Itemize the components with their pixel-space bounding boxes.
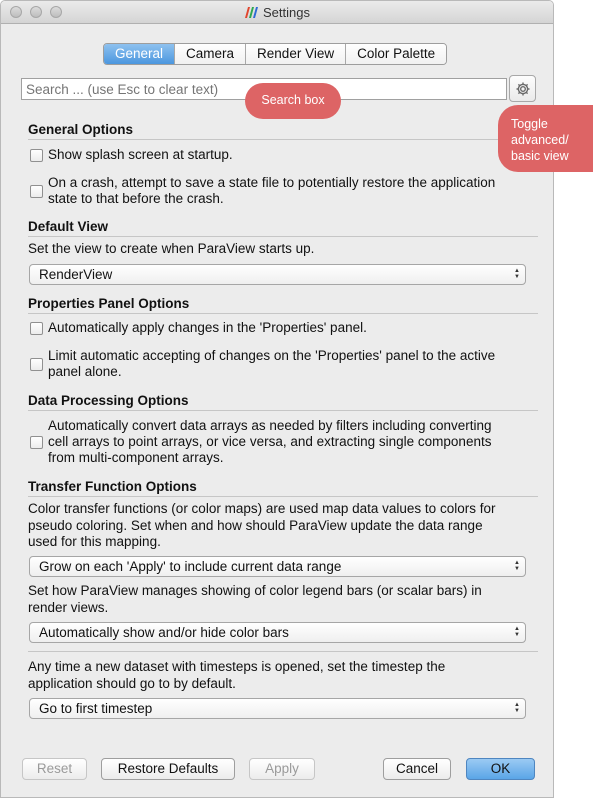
settings-tab-bar xyxy=(103,43,447,65)
tab-camera[interactable]: Camera xyxy=(175,44,246,64)
section-title-transfer-function: Transfer Function Options xyxy=(28,479,197,494)
search-box-annotation: Search box xyxy=(245,83,341,119)
restore-defaults-button[interactable]: Restore Defaults xyxy=(101,758,235,780)
tab-color-palette[interactable]: Color Palette xyxy=(346,44,446,64)
paraview-logo-icon xyxy=(244,7,259,18)
toggle-view-annotation: Toggle advanced/ basic view xyxy=(498,105,593,172)
tab-general[interactable]: General xyxy=(104,44,175,64)
auto-apply-checkbox[interactable] xyxy=(30,322,43,335)
section-divider xyxy=(28,496,538,497)
section-title-default-view: Default View xyxy=(28,219,109,234)
auto-apply-option[interactable] xyxy=(30,320,530,336)
section-divider xyxy=(28,651,538,652)
section-title-data-processing: Data Processing Options xyxy=(28,393,189,408)
section-divider xyxy=(28,139,538,140)
default-view-description: Set the view to create when ParaView starts up. xyxy=(28,241,315,256)
cancel-button[interactable]: Cancel xyxy=(383,758,451,780)
section-title-general: General Options xyxy=(28,122,134,137)
convert-arrays-checkbox[interactable] xyxy=(30,436,43,449)
select-arrows-icon: ▲ ▼ xyxy=(514,702,520,714)
crash-save-label: On a crash, attempt to save a state file to potentially restore the application state to that before the crash. xyxy=(48,175,496,206)
transfer-function-description: Color transfer functions (or color maps) are used map data values to colors for pseudo coloring. Set when and how should ParaView update the data range used for this mapping. xyxy=(28,501,496,549)
data-range-select[interactable]: Grow on each 'Apply' to include current data range ▲ ▼ xyxy=(29,556,526,577)
apply-button[interactable]: Apply xyxy=(249,758,315,780)
crash-save-option[interactable] xyxy=(30,175,535,207)
reset-button[interactable]: Reset xyxy=(22,758,87,780)
ok-button[interactable]: OK xyxy=(466,758,535,780)
splash-screen-checkbox[interactable] xyxy=(30,149,43,162)
default-timestep-select[interactable]: Go to first timestep ▲ ▼ xyxy=(29,698,526,719)
default-view-select[interactable]: RenderView ▲ ▼ xyxy=(29,264,526,285)
select-arrows-icon: ▲ ▼ xyxy=(514,268,520,280)
splash-screen-label: Show splash screen at startup. xyxy=(48,147,233,162)
select-arrows-icon: ▲ ▼ xyxy=(514,560,520,572)
color-legend-description: Set how ParaView manages showing of color legend bars (or scalar bars) in render views. xyxy=(28,583,482,615)
timestep-description: Any time a new dataset with timesteps is opened, set the timestep the application should go to by default. xyxy=(28,659,446,691)
title-bar xyxy=(1,1,553,24)
limit-accept-option[interactable] xyxy=(30,348,535,380)
limit-accept-label: Limit automatic accepting of changes on the 'Properties' panel to the active panel alone. xyxy=(48,348,496,379)
tab-render-view[interactable]: Render View xyxy=(246,44,346,64)
color-legend-select[interactable]: Automatically show and/or hide color bars ▲ ▼ xyxy=(29,622,526,643)
auto-apply-label: Automatically apply changes in the 'Properties' panel. xyxy=(48,320,367,335)
section-divider xyxy=(28,313,538,314)
section-title-properties: Properties Panel Options xyxy=(28,296,190,311)
select-arrows-icon: ▲ ▼ xyxy=(514,626,520,638)
convert-arrays-label: Automatically convert data arrays as needed by filters including converting cell arrays to point arrays, or vice versa, and extracting single components from multi-component arrays. xyxy=(48,418,492,465)
splash-screen-option[interactable] xyxy=(30,147,530,163)
section-divider xyxy=(28,410,538,411)
gear-icon xyxy=(515,81,531,97)
window-title: Settings xyxy=(1,5,553,20)
limit-accept-checkbox[interactable] xyxy=(30,358,43,371)
toggle-advanced-button[interactable] xyxy=(509,75,536,102)
crash-save-checkbox[interactable] xyxy=(30,185,43,198)
section-divider xyxy=(28,236,538,237)
convert-arrays-option[interactable] xyxy=(30,418,535,466)
